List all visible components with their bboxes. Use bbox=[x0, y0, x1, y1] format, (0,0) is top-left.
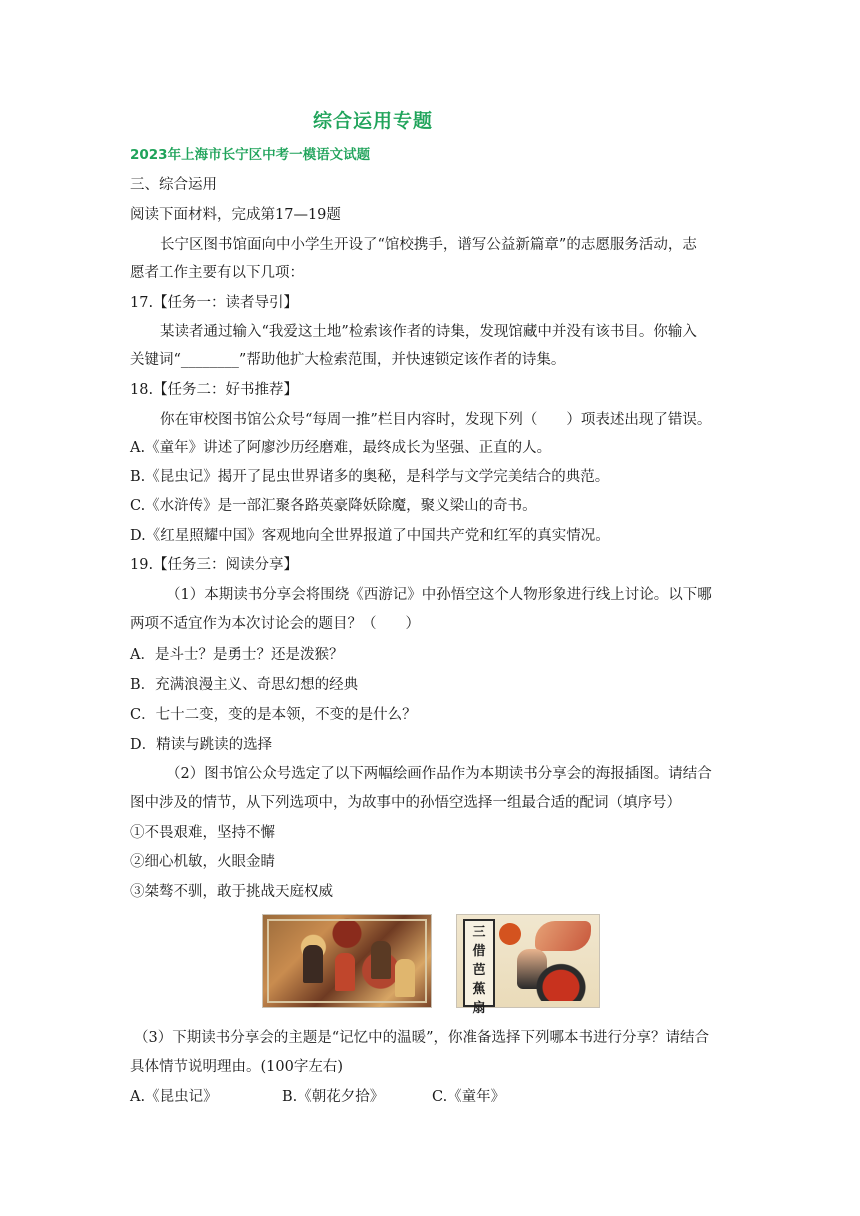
q19-part1-line2: 两项不适宜作为本次讨论会的题目？（ ） bbox=[130, 616, 420, 632]
sun-motif bbox=[499, 923, 521, 945]
q19-part3-option-b: B.《朝花夕拾》 bbox=[282, 1089, 385, 1105]
illustration-painting-left bbox=[262, 914, 432, 1008]
q19-part1-line1: （1）本期读书分享会将围绕《西游记》中孙悟空这个人物形象进行线上讨论。以下哪 bbox=[166, 587, 712, 603]
painting-banner-title: 三 借 芭 蕉 扇 bbox=[463, 919, 495, 1007]
q19-part3-line2: 具体情节说明理由。(100字左右) bbox=[130, 1059, 343, 1075]
exam-subtitle: 2023年上海市长宁区中考一模语文试题 bbox=[130, 147, 371, 163]
q18-option-c: C.《水浒传》是一部汇聚各路英豪降妖除魔，聚义梁山的奇书。 bbox=[130, 498, 537, 514]
q17-heading: 17.【任务一：读者导引】 bbox=[130, 295, 299, 311]
q19-part2-line1: （2）图书馆公众号选定了以下两幅绘画作品作为本期读书分享会的海报插图。请结合 bbox=[166, 766, 712, 782]
q19-part3-line1: （3）下期读书分享会的主题是“记忆中的温暖”，你准备选择下列哪本书进行分享？请结合 bbox=[134, 1030, 710, 1046]
q19-part3-options bbox=[130, 1087, 505, 1107]
q19-part3-option-c: C.《童年》 bbox=[432, 1089, 506, 1105]
q19-part2-choice-2: ②细心机敏，火眼金睛 bbox=[130, 854, 275, 870]
page-title: 综合运用专题 bbox=[313, 110, 434, 132]
q18-option-a: A.《童年》讲述了阿廖沙历经磨难，最终成长为坚强、正直的人。 bbox=[130, 440, 552, 456]
flame-motif bbox=[527, 955, 595, 1001]
q18-stem: 你在审校图书馆公众号“每周一推”栏目内容时，发现下列（ ）项表述出现了错误。 bbox=[160, 412, 712, 428]
q18-option-b: B.《昆虫记》揭开了昆虫世界诸多的奥秘，是科学与文学完美结合的典范。 bbox=[130, 469, 610, 485]
q19-part1-option-b: B．充满浪漫主义、奇思幻想的经典 bbox=[130, 677, 359, 693]
q19-part3-option-a: A.《昆虫记》 bbox=[130, 1089, 218, 1105]
q18-heading: 18.【任务二：好书推荐】 bbox=[130, 382, 299, 398]
q19-part2-line2: 图中涉及的情节，从下列选项中，为故事中的孙悟空选择一组最合适的配词（填序号） bbox=[130, 795, 681, 811]
q19-part2-choice-1: ①不畏艰难，坚持不懈 bbox=[130, 825, 275, 841]
flying-figure-motif bbox=[535, 921, 591, 951]
section-heading: 三、综合运用 bbox=[130, 177, 217, 193]
q19-part1-option-d: D．精读与跳读的选择 bbox=[130, 737, 273, 753]
intro-paragraph-line2: 愿者工作主要有以下几项： bbox=[130, 265, 304, 281]
q17-text-line1: 某读者通过输入“我爱这土地”检索该作者的诗集，发现馆藏中并没有该书目。你输入 bbox=[160, 324, 697, 340]
q19-part1-option-c: C．七十二变，变的是本领，不变的是什么？ bbox=[130, 707, 417, 723]
illustration-painting-right bbox=[456, 914, 600, 1016]
q19-part2-choice-3: ③桀骜不驯，敢于挑战天庭权威 bbox=[130, 884, 333, 900]
intro-paragraph-line1: 长宁区图书馆面向中小学生开设了“馆校携手，谱写公益新篇章”的志愿服务活动，志 bbox=[160, 237, 697, 253]
q19-part1-option-a: A．是斗士？是勇士？还是泼猴？ bbox=[130, 647, 344, 663]
q19-heading: 19.【任务三：阅读分享】 bbox=[130, 557, 299, 573]
q18-option-d: D.《红星照耀中国》客观地向全世界报道了中国共产党和红军的真实情况。 bbox=[130, 528, 610, 544]
instruction: 阅读下面材料，完成第17—19题 bbox=[130, 207, 341, 223]
q17-text-line2: 关键词“________”帮助他扩大检索范围，并快速锁定该作者的诗集。 bbox=[130, 352, 566, 368]
